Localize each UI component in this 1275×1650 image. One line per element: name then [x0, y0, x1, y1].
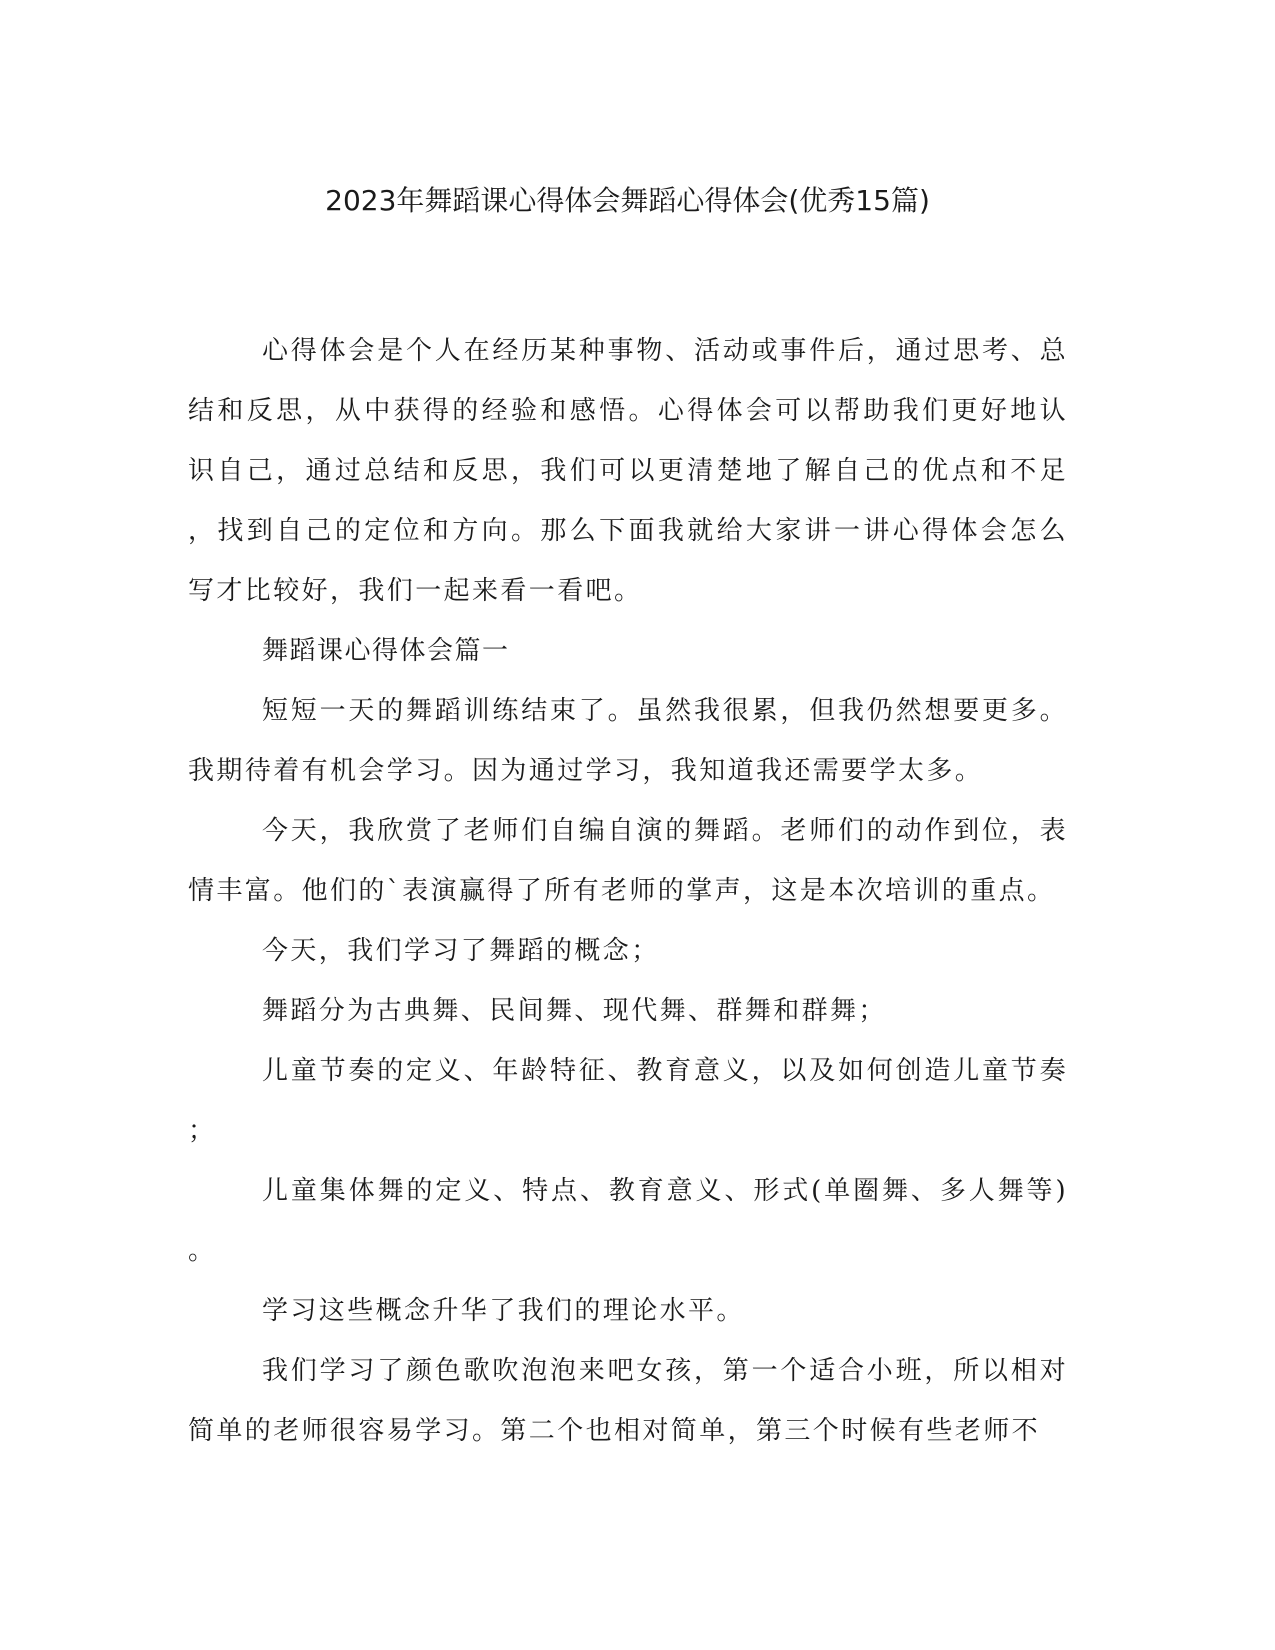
body-paragraph: 舞蹈分为古典舞、民间舞、现代舞、群舞和群舞；	[262, 996, 887, 1026]
body-paragraph: 今天，我们学习了舞蹈的概念；	[262, 936, 660, 966]
document-body	[188, 321, 1068, 1461]
body-paragraph: 儿童节奏的定义、年龄特征、教育意义，以及如何创造儿童节奏；	[188, 1056, 1068, 1146]
intro-paragraph: 心得体会是个人在经历某种事物、活动或事件后，通过思考、总结和反思，从中获得的经验和感悟。心得体会可以帮助我们更好地认识自己，通过总结和反思，我们可以更清楚地了解自己的优点和不足，找到自己的定位和方向。那么下面我就给大家讲一讲心得体会怎么写才比较好，我们一起来看一看吧。	[188, 336, 1068, 606]
document-title: 2023年舞蹈课心得体会舞蹈心得体会(优秀15篇)	[325, 184, 930, 217]
body-paragraph: 今天，我欣赏了老师们自编自演的舞蹈。老师们的动作到位，表情丰富。他们的`表演赢得了所有老师的掌声，这是本次培训的重点。	[188, 816, 1068, 906]
body-paragraph: 我们学习了颜色歌吹泡泡来吧女孩，第一个适合小班，所以相对简单的老师很容易学习。第二个也相对简单，第三个时候有些老师不	[188, 1356, 1068, 1446]
body-paragraph: 短短一天的舞蹈训练结束了。虽然我很累，但我仍然想要更多。我期待着有机会学习。因为通过学习，我知道我还需要学太多。	[188, 696, 1068, 786]
body-paragraph: 儿童集体舞的定义、特点、教育意义、形式(单圈舞、多人舞等)。	[188, 1176, 1068, 1266]
body-paragraph: 学习这些概念升华了我们的理论水平。	[262, 1296, 745, 1326]
section-heading: 舞蹈课心得体会篇一	[262, 636, 510, 666]
